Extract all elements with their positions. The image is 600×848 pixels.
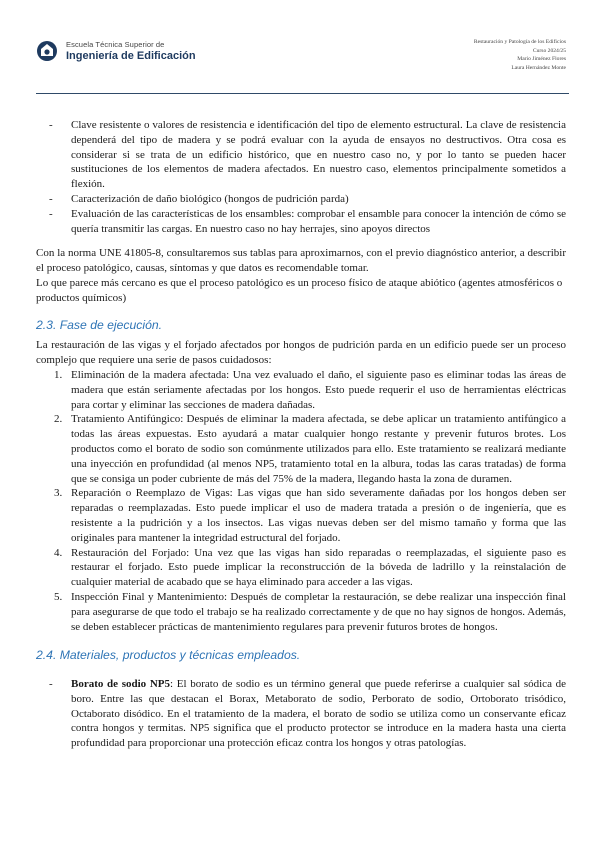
material-description: : El borato de sodio es un término general que puede referirse a cualquier sal sódica de boro. Entre las que destacan el Borax, Metaborato de sodio, Perborato de sodio, Ortoborato trisódico, Octaborato disódico. En el tratamiento de la madera, el borato de sodio se utiliza como un conservante eficaz contra hongos y termitas. NP5 significa que el producto protector se introduce en la madera hasta una cierta profundidad para proporcionar una protección eficaz contra los hongos y otras patologías. [71, 678, 567, 750]
school-emblem-icon [36, 40, 58, 62]
list-item [54, 546, 566, 590]
step-text: Eliminación de la madera afectada: Una vez evaluado el daño, el siguiente paso es eliminar todas las áreas de madera que están seriamente afectadas por los hongos. Esto puede requerir el uso de herramientas eléctricas para cortar y eliminar las secciones de madera dañadas. [71, 368, 566, 411]
section-heading-materials: 2.4. Materiales, productos y técnicas empleados. [36, 648, 301, 663]
step-text: Restauración del Forjado: Una vez que las vigas han sido reparadas o reemplazadas, el siguiente paso es restaurar el forjado. Esto puede implicar la reconstrucción de la bóveda de ladrillo y la reinstalación de cualquier material de acabado que se haya eliminado para acceder a las vigas. [71, 546, 566, 589]
step-text: Reparación o Reemplazo de Vigas: Las vigas que han sido severamente dañadas por los hongos deben ser reparadas o reemplazadas. Esto puede implicar el uso de madera tratada a presión o de ingeniería, que es resistente a la pudrición y a los insectos. Las vigas nuevas deben ser del mismo tamaño y forma que las originales para mantener la integridad estructural del forjado. [71, 487, 566, 544]
list-item [54, 486, 566, 545]
list-item: - Caracterización de daño biológico (hongos de pudrición parda) [71, 192, 566, 207]
school-logo [36, 40, 196, 62]
step-text: Inspección Final y Mantenimiento: Después de completar la restauración, se debe realizar una inspección final para asegurarse de que todo el trabajo se ha realizado correctamente y de que no hay signos de hongos. Además, se deben establecer prácticas de mantenimiento regulares para prevenir futuros brotes de hongos. [71, 590, 566, 633]
author-1: Mario Jiménez Flores [517, 56, 566, 63]
course-subject: Restauración y Patología de los Edificios [473, 39, 566, 45]
material-name: Borato de sodio NP5 [71, 678, 171, 691]
process-paragraph: Lo que parece más cercano es que el proceso patológico es un proceso físico de ataque abiótico (agentes atmosféricos o productos químicos) [36, 276, 563, 304]
norm-paragraph: Con la norma UNE 41805-8, consultaremos sus tablas para aproximarnos, con el previo diagnóstico anterior, a describir el proceso patológico, causas, síntomas y que datos es recomendable tomar. [36, 247, 566, 275]
step-number: 4. [54, 546, 63, 559]
intro-bullet-list [36, 118, 566, 236]
page-content [36, 118, 566, 751]
list-item [54, 412, 566, 486]
execution-steps [36, 368, 566, 634]
list-item [71, 677, 566, 751]
logo-subtitle: Escuela Técnica Superior de [66, 40, 165, 49]
list-item [54, 590, 566, 634]
materials-list [36, 677, 566, 751]
header-divider [36, 93, 569, 94]
author-2: Laura Hernández Monte [511, 64, 566, 71]
section-heading-execution: 2.3. Fase de ejecución. [36, 317, 163, 332]
list-item [54, 368, 566, 412]
execution-intro: La restauración de las vigas y el forjado afectados por hongos de pudrición parda en un edificio puede ser un proceso complejo que requiere una serie de pasos cuidadosos: [36, 339, 566, 367]
list-item: - Clave resistente o valores de resistencia e identificación del tipo de elemento estructural. La clave de resistencia dependerá del tipo de madera y se podrá evaluar con la ayuda de ensayos no destructivos. Otra cosa es considerar si se trata de un edificio histórico, que en nuestro caso no, y por lo tanto se pueden hacer sustituciones de los elementos de madera afectados. En nuestro caso, elementos principalmente sometidos a flexión. [71, 118, 566, 192]
step-number: 1. [54, 368, 63, 381]
step-number: 3. [54, 487, 63, 500]
header-info [474, 38, 566, 72]
course-year: Curso 2024/25 [532, 47, 566, 54]
list-item: - Evaluación de las características de los ensambles: comprobar el ensamble para conocer la intención de cómo se quería transmitir las cargas. En nuestro caso no hay herrajes, sino apoyos directos [71, 207, 566, 237]
step-number: 2. [54, 413, 63, 426]
page-header [36, 38, 566, 88]
logo-title: Ingeniería de Edificación [66, 50, 196, 62]
step-text: Tratamiento Antifúngico: Después de eliminar la madera afectada, se debe aplicar un tratamiento antifúngico a todas las áreas expuestas. Esto ayudará a matar cualquier hongo restante y prevenir futuros brotes. Los productos como el borato de sodio son comúnmente utilizados para ello. Este tratamiento se realizará mediante una inyección en profundidad (al menos NP5, tratamiento total en la albura, todas las caras tratadas) de forma que se consiga un poder cubriente de más del 75% de la madera, llegando hasta la zona de duramen. [71, 413, 566, 485]
step-number: 5. [54, 590, 63, 603]
